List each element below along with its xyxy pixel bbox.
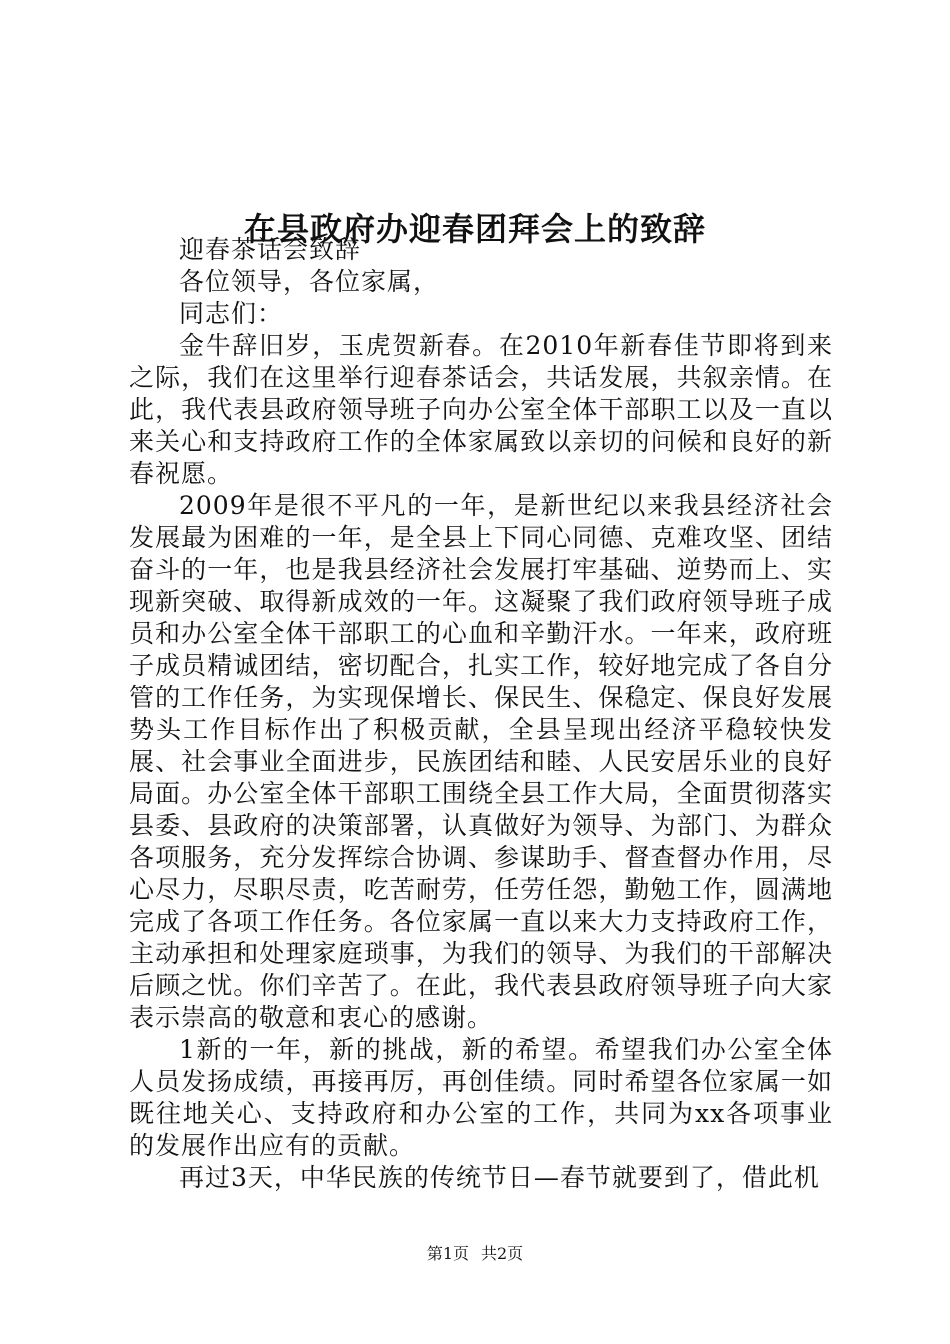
- document-body: [129, 234, 833, 1194]
- paragraph-salutation-comrades: 同志们：: [179, 299, 284, 328]
- page-total: 共2页: [481, 1244, 524, 1263]
- paragraph-salutation: 各位领导，各位家属，: [179, 267, 440, 296]
- paragraph-greeting: 金牛辞旧岁，玉虎贺新春。在2010年新春佳节即将到来之际，我们在这里举行迎春茶话会，共话发展，共叙亲情。在此，我代表县政府领导班子向办公室全体干部职工以及一直以来关心和支持政府工作的全体家属致以亲切的问候和良好的新春祝愿。: [129, 331, 833, 488]
- page-footer: [0, 1243, 950, 1265]
- document-title: 在县政府办迎春团拜会上的致辞: [243, 210, 706, 249]
- paragraph-review-2009: 2009年是很不平凡的一年，是新世纪以来我县经济社会发展最为困难的一年，是全县上下同心同德、克难攻坚、团结奋斗的一年，也是我县经济社会发展打牢基础、逆势而上、实现新突破、取得新成效的一年。这凝聚了我们政府领导班子成员和办公室全体干部职工的心血和辛勤汗水。一年来，政府班子成员精诚团结，密切配合，扎实工作，较好地完成了各自分管的工作任务，为实现保增长、保民生、保稳定、保良好发展势头工作目标作出了积极贡献，全县呈现出经济平稳较快发展、社会事业全面进步，民族团结和睦、人民安居乐业的良好局面。办公室全体干部职工围绕全县工作大局，全面贯彻落实县委、县政府的决策部署，认真做好为领导、为部门、为群众各项服务，充分发挥综合协调、参谋助手、督查督办作用，尽心尽力，尽职尽责，吃苦耐劳，任劳任怨，勤勉工作，圆满地完成了各项工作任务。各位家属一直以来大力支持政府工作，主动承担和处理家庭琐事，为我们的领导、为我们的干部解决后顾之忧。你们辛苦了。在此，我代表县政府领导班子向大家表示崇高的敬意和衷心的感谢。: [129, 491, 833, 1032]
- paragraph-spring-festival: 再过3天，中华民族的传统节日—春节就要到了，借此机: [179, 1163, 820, 1192]
- paragraph-subtitle: 迎春茶话会致辞: [179, 235, 362, 264]
- paragraph-new-year-hopes: 1新的一年，新的挑战，新的希望。希望我们办公室全体人员发扬成绩，再接再厉，再创佳绩。同时希望各位家属一如既往地关心、支持政府和办公室的工作，共同为xx各项事业的发展作出应有的贡献。: [129, 1035, 833, 1160]
- page-number: 第1页: [426, 1244, 469, 1263]
